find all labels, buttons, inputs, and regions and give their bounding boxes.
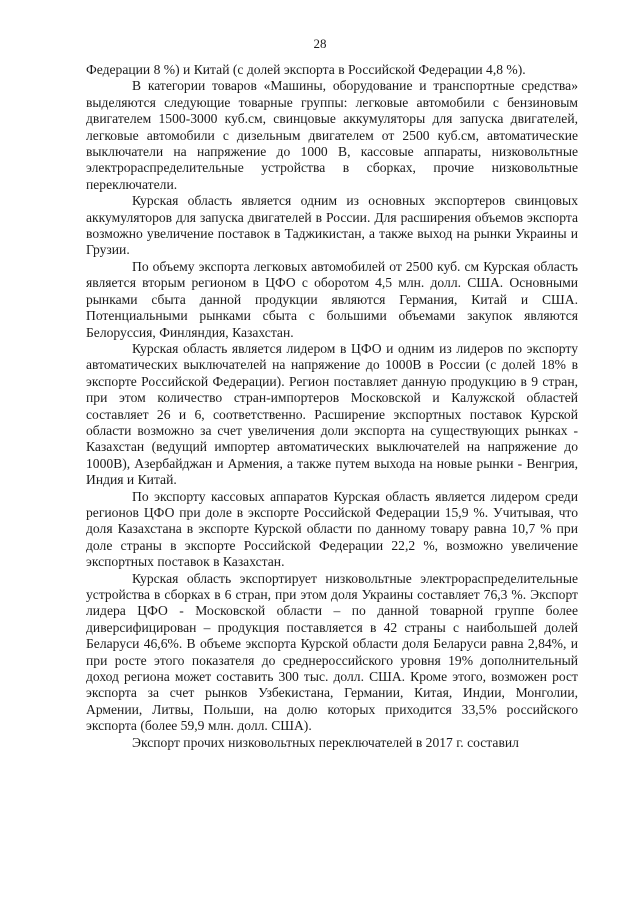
page-number: 28 [313,36,327,51]
paragraph: В категории товаров «Машины, оборудование и транспортные средства» выделяются следующие товарные группы: легковые автомобили с бензиновым двигателем 1500-3000 куб.см, свинцовые аккумуляторы для запуска двигателей, легковые автомобили с дизельным двигателем от 2500 куб.см, автоматические выключатели на напряжение до 1000 В, кассовые аппараты, низковольтные электрораспределительные устройства в сборках, прочие низковольтные переключатели. [86,78,578,192]
paragraph: Курская область экспортирует низковольтные электрораспределительные устройства в сборках в 6 стран, при этом доля Украины составляет 76,3 %. Экспорт лидера ЦФО - Московской области – по данной товарной группе более диверсифицирован – продукция поставляется в 42 страны с наибольшей долей Беларуси 46,6%. В объеме экспорта Курской области доля Беларуси равна 2,84%, и при росте этого показателя до среднероссийского уровня 19% дополнительный доход региона может составить 300 тыс. долл. США. Кроме этого, возможен рост экспорта за счет рынков Узбекистана, Германии, Китая, Индии, Монголии, Армении, Литвы, Польши, на долю которых приходится 33,5% российского экспорта (более 59,9 млн. долл. США). [86,570,578,734]
paragraph: По объему экспорта легковых автомобилей от 2500 куб. см Курская область является вторым регионом в ЦФО с оборотом 4,5 млн. долл. США. Основными рынками сбыта данной продукции являются Германия, Китай и США. Потенциальными рынками сбыта с большими объемами закупок являются Белоруссия, Финляндия, Казахстан. [86,258,578,340]
paragraph: По экспорту кассовых аппаратов Курская область является лидером среди регионов ЦФО при доле в экспорте Российской Федерации 15,9 %. Учитывая, что доля Казахстана в экспорте Курской области по данному товару равна 10,7 % при доле страны в экспорте Российской Федерации 22,2 %, возможно увеличение экспортных поставок в Казахстан. [86,488,578,570]
paragraph: Экспорт прочих низковольтных переключателей в 2017 г. составил [132,734,519,750]
paragraph: Курская область является одним из основных экспортеров свинцовых аккумуляторов для запуска двигателей в России. Для расширения объемов экспорта возможно увеличение поставок в Таджикистан, а также выход на рынки Украины и Грузии. [86,193,578,258]
paragraph: Курская область является лидером в ЦФО и одним из лидеров по экспорту автоматических выключателей на напряжение до 1000В в России (с долей 18% в экспорте Российской Федерации). Регион поставляет данную продукцию в 9 стран, при этом количество стран-импортеров Московской и Калужской областей составляет 26 и 6, соответственно. Расширение экспортных поставок Курской области возможно за счет увеличения доли экспорта на существующих рынках - Казахстан (ведущий импортер автоматических выключателей на напряжение до 1000В), Азербайджан и Армения, а также путем выхода на новые рынки - Венгрия, Индия и Китай. [86,340,578,488]
paragraph-continuation: Федерации 8 %) и Китай (с долей экспорта в Российской Федерации 4,8 %). [86,62,526,77]
document-body [86,62,578,751]
